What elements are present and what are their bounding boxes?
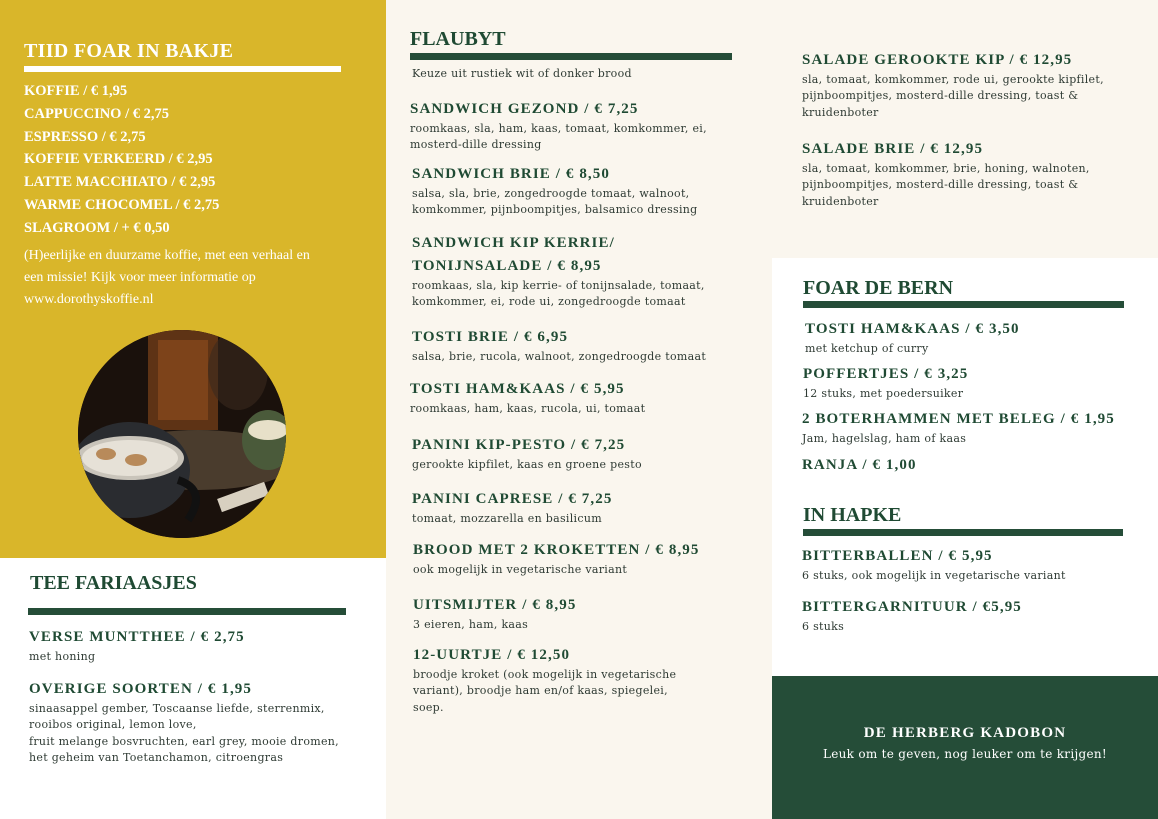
menu-item: TOSTI HAM&KAAS / € 3,50 met ketchup of curry	[805, 321, 1020, 355]
gift-voucher-title: DE HERBERG KADOBON	[863, 725, 1067, 741]
tea-item-name: OVERIGE SOORTEN / € 1,95	[29, 681, 252, 697]
flaubyt-heading-rule	[410, 53, 732, 60]
coffee-item: LATTE MACCHIATO / € 2,95	[24, 174, 216, 191]
menu-item: 12-UURTJE / € 12,50 broodje kroket (ook mogelijk in vegetarische variant), broodje ham en/of kaas, spiegelei, soep.	[413, 647, 677, 714]
coffee-heading-rule	[24, 66, 341, 72]
salads-panel	[772, 0, 1158, 258]
flaubyt-subtitle: Keuze uit rustiek wit of donker brood	[412, 67, 632, 80]
tea-heading: TEE FARIAASJES	[30, 572, 197, 594]
menu-item: 2 BOTERHAMMEN MET BELEG / € 1,95 Jam, hagelslag, ham of kaas	[802, 411, 1115, 445]
menu-item: SALADE GEROOKTE KIP / € 12,95 sla, tomaat, komkommer, rode ui, gerookte kipfilet, pijnboompitjes, mosterd-dille dressing, toast & kruidenboter	[802, 52, 1104, 119]
tea-item-name: VERSE MUNTTHEE / € 2,75	[29, 629, 245, 645]
coffee-note: (H)eerlijke en duurzame koffie, met een verhaal en een missie! Kijk voor meer informatie op www.dorothyskoffie.nl	[24, 245, 310, 311]
menu-item: BROOD MET 2 KROKETTEN / € 8,95 ook mogelijk in vegetarische variant	[413, 542, 700, 576]
coffee-list	[24, 80, 219, 240]
coffee-item: WARME CHOCOMEL / € 2,75	[24, 196, 220, 213]
coffee-heading: TIID FOAR IN BAKJE	[24, 40, 234, 62]
flaubyt-heading: FLAUBYT	[410, 28, 506, 50]
coffee-cups-photo	[78, 330, 286, 538]
coffee-website: www.dorothyskoffie.nl	[24, 292, 154, 307]
coffee-item: CAPPUCCINO / € 2,75	[24, 105, 169, 122]
coffee-item: SLAGROOM / + € 0,50	[24, 219, 170, 236]
coffee-item: ESPRESSO / € 2,75	[24, 128, 146, 145]
snacks-heading-rule	[803, 529, 1123, 536]
menu-item: SALADE BRIE / € 12,95 sla, tomaat, komkommer, brie, honing, walnoten, pijnboompitjes, mosterd-dille dressing, toast & kruidenboter	[802, 141, 1090, 208]
tea-item-desc: sinaasappel gember, Toscaanse liefde, sterrenmix, rooibos original, lemon love, fruit melange bosvruchten, earl grey, mooie dromen, het geheim van Toetanchamon, citroengras	[29, 702, 339, 765]
menu-item: RANJA / € 1,00	[802, 457, 917, 473]
menu-item: BITTERBALLEN / € 5,95 6 stuks, ook mogelijk in vegetarische variant	[802, 548, 1066, 582]
menu-item: UITSMIJTER / € 8,95 3 eieren, ham, kaas	[413, 597, 577, 631]
snacks-heading: IN HAPKE	[803, 504, 902, 526]
menu-item: PANINI CAPRESE / € 7,25 tomaat, mozzarella en basilicum	[412, 491, 613, 525]
menu-item: POFFERTJES / € 3,25 12 stuks, met poedersuiker	[803, 366, 969, 400]
menu-item: BITTERGARNITUUR / €5,95 6 stuks	[802, 599, 1022, 633]
coffee-item: KOFFIE VERKEERD / € 2,95	[24, 151, 213, 168]
gift-voucher-subtitle: Leuk om te geven, nog leuker om te krijgen!	[822, 747, 1108, 761]
tea-item-desc: met honing	[29, 650, 96, 663]
menu-item: TOSTI BRIE / € 6,95 salsa, brie, rucola, walnoot, zongedroogde tomaat	[412, 329, 707, 363]
menu-item: TOSTI HAM&KAAS / € 5,95 roomkaas, ham, kaas, rucola, ui, tomaat	[410, 381, 646, 415]
menu-item: SANDWICH KIP KERRIE/ TONIJNSALADE / € 8,95 roomkaas, sla, kip kerrie- of tonijnsalade, tomaat, komkommer, ei, rode ui, zongedroogde tomaat	[412, 235, 705, 309]
kids-heading-rule	[803, 301, 1124, 308]
menu-item: PANINI KIP-PESTO / € 7,25 gerookte kipfilet, kaas en groene pesto	[412, 437, 642, 471]
menu-item: SANDWICH GEZOND / € 7,25 roomkaas, sla, ham, kaas, tomaat, komkommer, ei, mosterd-dille dressing	[410, 101, 707, 152]
menu-item: SANDWICH BRIE / € 8,50 salsa, sla, brie, zongedroogde tomaat, walnoot, komkommer, pijnboompitjes, balsamico dressing	[412, 166, 698, 217]
tea-heading-rule	[28, 608, 346, 615]
kids-heading: FOAR DE BERN	[803, 277, 954, 299]
coffee-item: KOFFIE / € 1,95	[24, 83, 128, 99]
